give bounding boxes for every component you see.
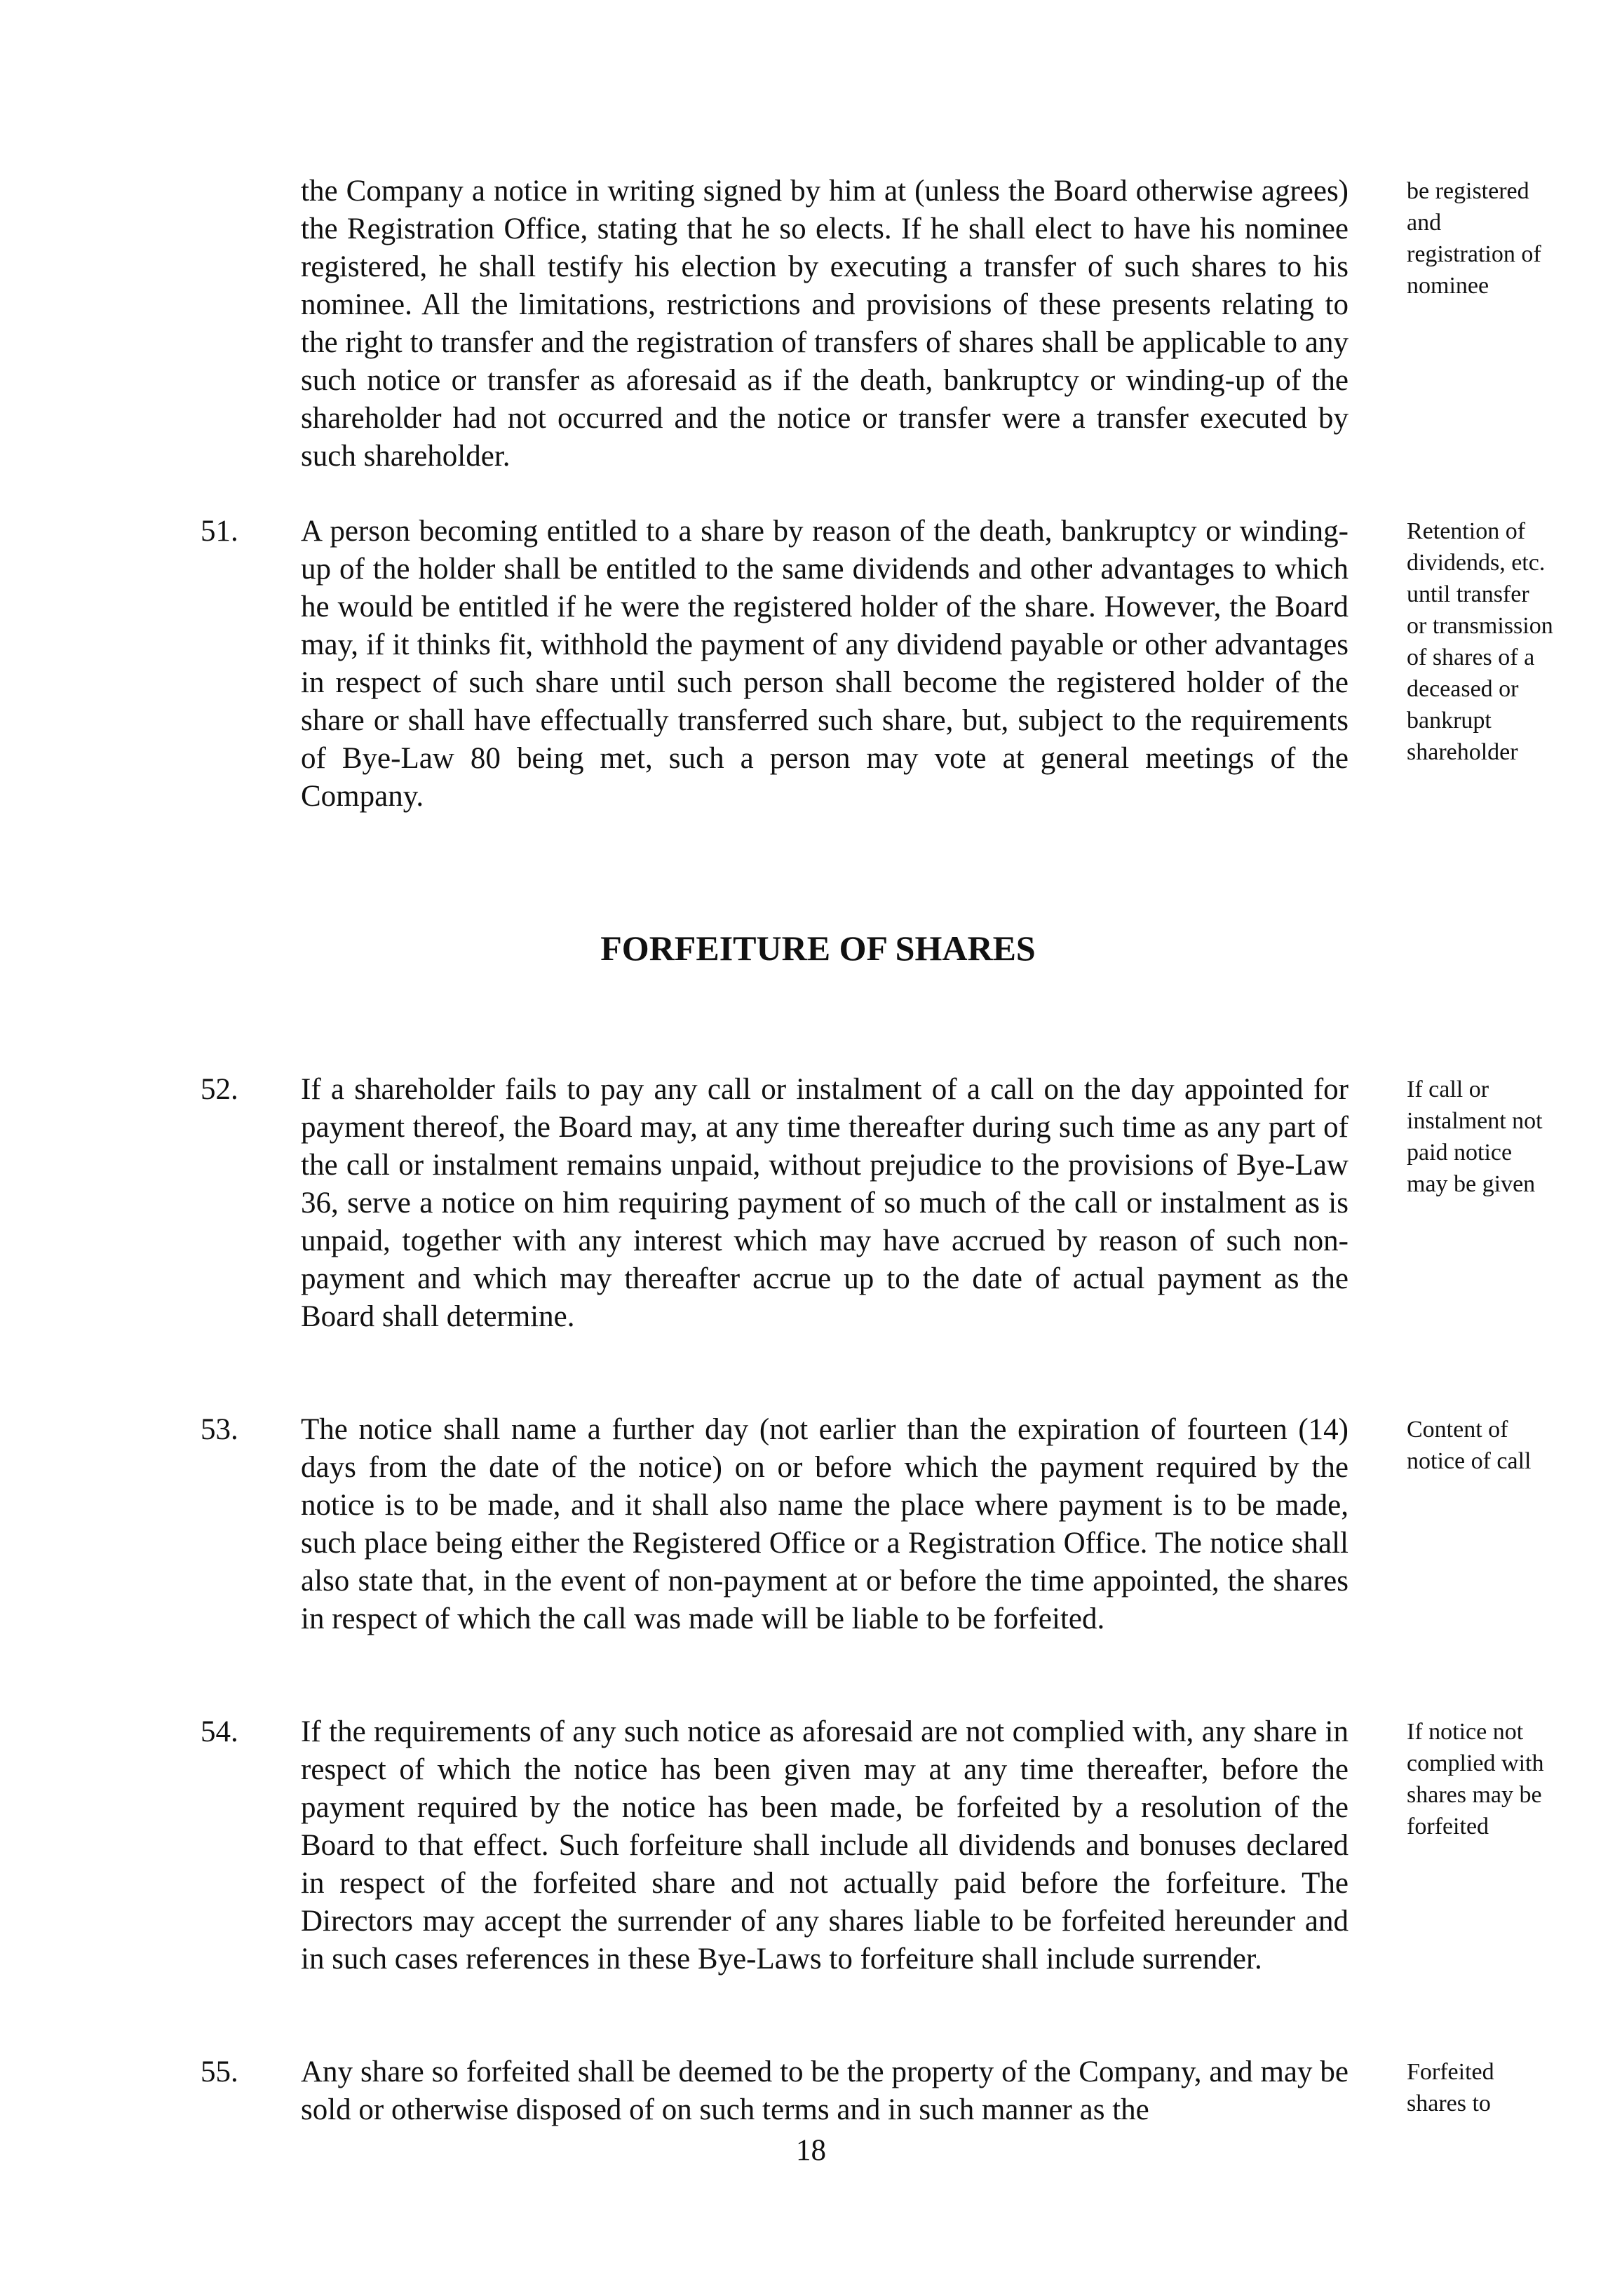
- paragraph-text: the Company a notice in writing signed by him at (unless the Board otherwise agrees) the Registration Office, stating that he so elects. If he shall elect to have his nominee registered, he shall testify his election by executing a transfer of such shares to his nominee. All the limitations, restrictions and provisions of these presents relating to the right to transfer and the registration of transfers of shares shall be applicable to any such notice or transfer as aforesaid as if the death, bankruptcy or winding-up of the shareholder had not occurred and the notice or transfer were a transfer executed by such shareholder.: [301, 175, 1349, 473]
- paragraph-text: A person becoming entitled to a share by reason of the death, bankruptcy or winding-up of the holder shall be entitled to the same dividends and other advantages to which he would be entitled if he were the registered holder of the share. However, the Board may, if it thinks fit, withhold the payment of any dividend payable or other advantages in respect of such share until such person shall become the registered holder of the share or shall have effectually transferred such share, but, subject to the requirements of Bye-Law 80 being met, such a person may vote at general meetings of the Company.: [301, 515, 1349, 813]
- paragraph-text: If the requirements of any such notice as aforesaid are not complied with, any share in respect of which the notice has been given may at any time thereafter, before the payment required by the notice has been made, be forfeited by a resolution of the Board to that effect. Such forfeiture shall include all dividends and bonuses declared in respect of the forfeited share and not actually paid before the forfeiture. The Directors may accept the surrender of any shares liable to be forfeited hereunder and in such cases references in these Bye-Laws to forfeiture shall include surrender.: [301, 1715, 1349, 1976]
- margin-note: Retention of dividends, etc. until transfer or transmission of shares of a deceased or bankrupt shareholder: [1407, 518, 1553, 765]
- paragraph-text: If a shareholder fails to pay any call or instalment of a call on the day appointed for payment thereof, the Board may, at any time thereafter during such time as any part of the call or instalment remains unpaid, without prejudice to the provisions of Bye-Law 36, serve a notice on him requiring payment of so much of the call or instalment as is unpaid, together with any interest which may have accrued by reason of such non-payment and which may thereafter accrue up to the date of actual payment as the Board shall determine.: [301, 1073, 1349, 1333]
- paragraph-number: 54.: [201, 1715, 238, 1748]
- paragraph-text: Any share so forfeited shall be deemed to be the property of the Company, and may be sold or otherwise disposed of on such terms and in such manner as the: [301, 2055, 1349, 2126]
- paragraph-number: 52.: [201, 1073, 238, 1106]
- margin-note: Forfeited shares to: [1407, 2059, 1494, 2116]
- margin-note: If notice not complied with shares may be forfeited: [1407, 1719, 1544, 1839]
- margin-note: be registered and registration of nominee: [1407, 178, 1541, 299]
- page-number: 18: [796, 2134, 826, 2167]
- margin-note: If call or instalment not paid notice may be given: [1407, 1076, 1543, 1197]
- margin-note: Content of notice of call: [1407, 1417, 1532, 1474]
- paragraph-number: 53.: [201, 1413, 238, 1446]
- paragraph-number: 55.: [201, 2055, 238, 2088]
- paragraph-number: 51.: [201, 515, 238, 548]
- section-heading: FORFEITURE OF SHARES: [600, 928, 1036, 968]
- paragraph-text: The notice shall name a further day (not earlier than the expiration of fourteen (14) days from the date of the notice) on or before which the payment required by the notice is to be made, and it shall also name the place where payment is to be made, such place being either the Registered Office or a Registration Office. The notice shall also state that, in the event of non-payment at or before the time appointed, the shares in respect of which the call was made will be liable to be forfeited.: [301, 1413, 1349, 1635]
